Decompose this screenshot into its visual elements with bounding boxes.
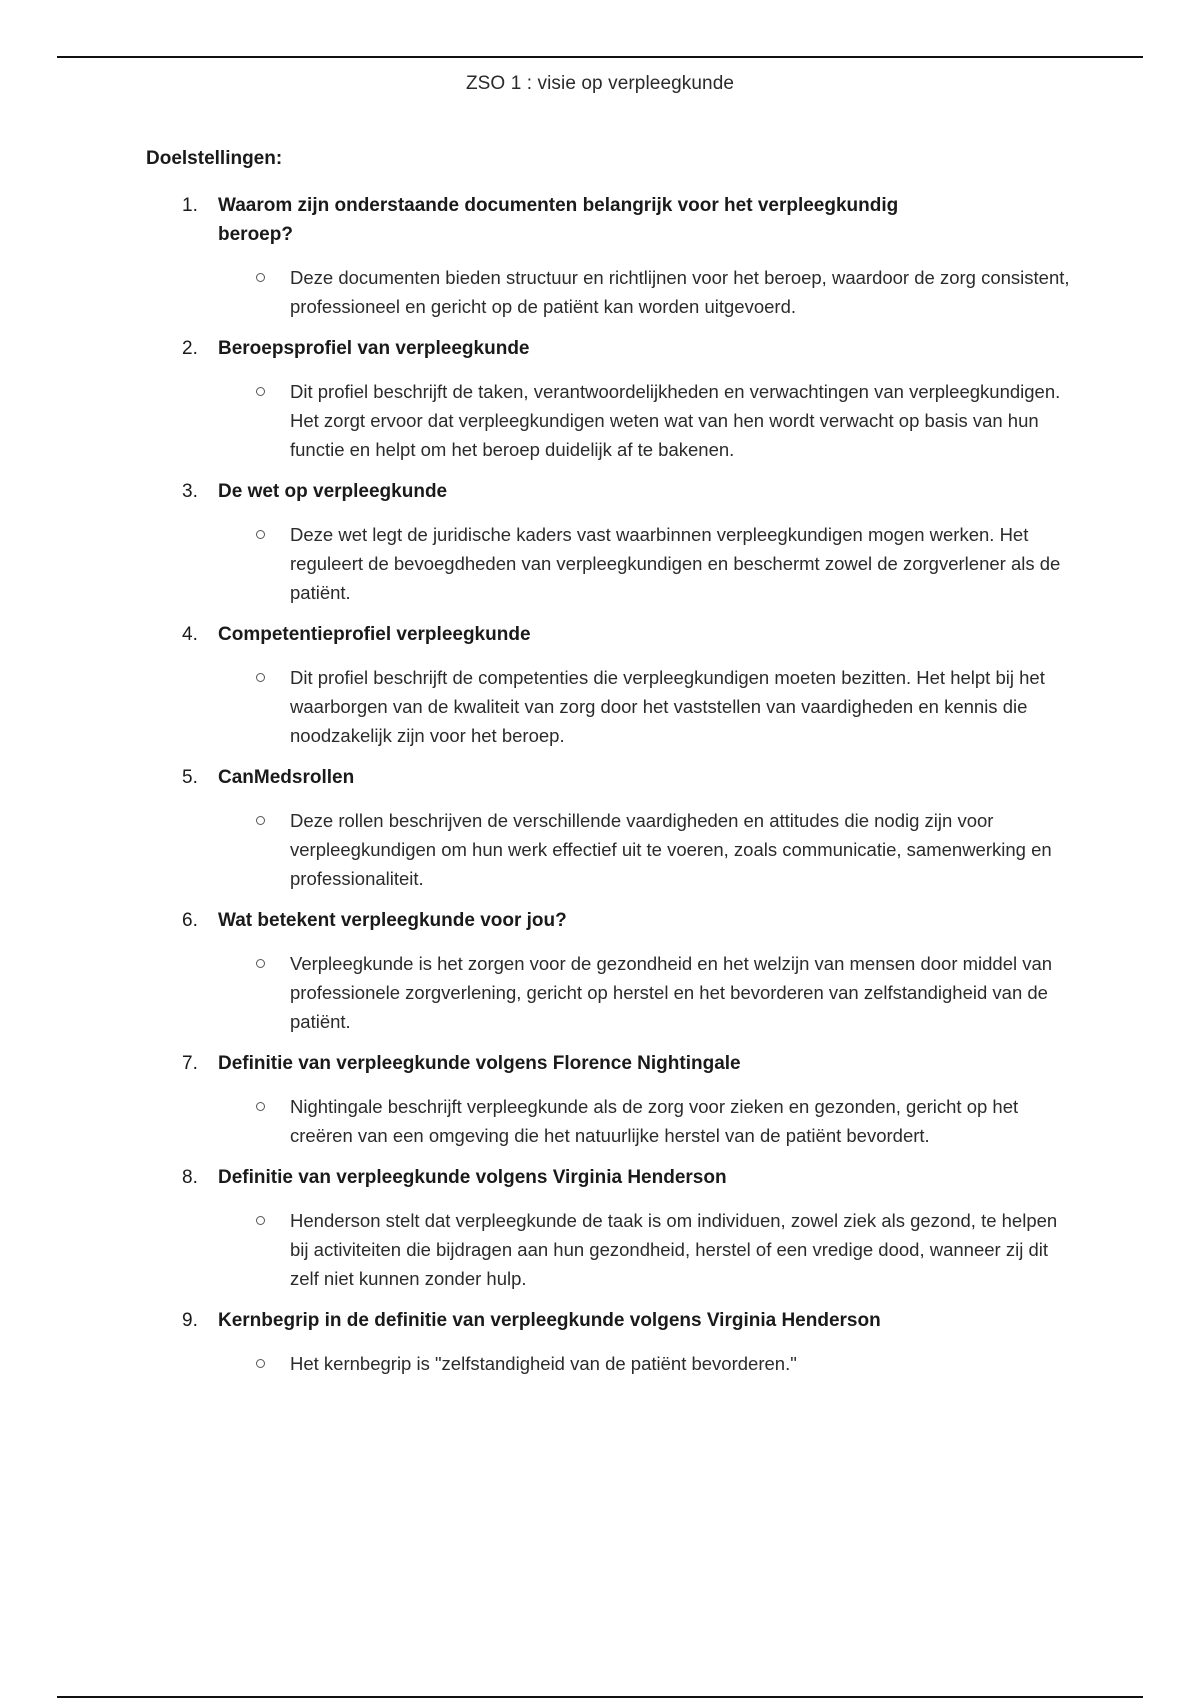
circle-bullet-icon (256, 673, 265, 682)
circle-bullet-icon (256, 1102, 265, 1111)
item-title: Competentieprofiel verpleegkunde (218, 624, 531, 645)
item-title: Definitie van verpleegkunde volgens Florence Nightingale (218, 1053, 741, 1074)
item-number: 1. (182, 195, 198, 216)
item-title: Waarom zijn onderstaande documenten belangrijk voor het verpleegkundig beroep? (218, 195, 899, 245)
list-item (146, 906, 1076, 1036)
header-rule (57, 56, 1143, 58)
item-number: 5. (182, 767, 198, 788)
item-number: 6. (182, 910, 198, 931)
answer-text: Nightingale beschrijft verpleegkunde als de zorg voor zieken en gezonden, gericht op het creëren van een omgeving die het natuurlijke herstel van de patiënt bevordert. (290, 1096, 1019, 1146)
circle-bullet-icon (256, 273, 265, 282)
document-body (146, 146, 1076, 1391)
item-answer (218, 1349, 1075, 1378)
list-item (146, 620, 1076, 750)
list-item (146, 334, 1076, 464)
item-number: 4. (182, 624, 198, 645)
item-title: De wet op verpleegkunde (218, 481, 448, 502)
item-title: Wat betekent verpleegkunde voor jou? (218, 910, 567, 931)
answer-text: Deze wet legt de juridische kaders vast waarbinnen verpleegkundigen mogen werken. Het reguleert de bevoegdheden van verpleegkundigen en beschermt zowel de zorgverlener als de patiënt. (290, 524, 1061, 603)
item-answer (218, 1092, 1075, 1150)
list-item (146, 191, 1076, 321)
answer-text: Deze rollen beschrijven de verschillende vaardigheden en attitudes die nodig zijn voor verpleegkundigen om hun werk effectief uit te voeren, zoals communicatie, samenwerking en professionaliteit. (290, 810, 1052, 889)
answer-text: Het kernbegrip is "zelfstandigheid van de patiënt bevorderen." (290, 1353, 797, 1374)
circle-bullet-icon (256, 959, 265, 968)
answer-text: Deze documenten bieden structuur en richtlijnen voor het beroep, waardoor de zorg consistent, professioneel en gericht op de patiënt kan worden uitgevoerd. (290, 267, 1070, 317)
item-number: 7. (182, 1053, 198, 1074)
item-answer (218, 949, 1075, 1036)
item-answer (218, 663, 1075, 750)
list-item (146, 1306, 1076, 1378)
circle-bullet-icon (256, 530, 265, 539)
answer-text: Henderson stelt dat verpleegkunde de taak is om individuen, zowel ziek als gezond, te helpen bij activiteiten die bijdragen aan hun gezondheid, herstel of een vredige dood, wanneer zij dit zelf niet kunnen zonder hulp. (290, 1210, 1058, 1289)
item-title: CanMedsrollen (218, 767, 355, 788)
page-header-title: ZSO 1 : visie op verpleegkunde (465, 73, 735, 94)
answer-text: Dit profiel beschrijft de taken, verantwoordelijkheden en verwachtingen van verpleegkundigen. Het zorgt ervoor dat verpleegkundigen weten wat van hen wordt verwacht op basis van hun functie en helpt om het beroep duidelijk af te bakenen. (290, 381, 1061, 460)
item-title: Beroepsprofiel van verpleegkunde (218, 338, 530, 359)
circle-bullet-icon (256, 387, 265, 396)
item-answer (218, 806, 1075, 893)
circle-bullet-icon (256, 1216, 265, 1225)
item-answer (218, 1206, 1075, 1293)
item-number: 3. (182, 481, 198, 502)
circle-bullet-icon (256, 816, 265, 825)
answer-text: Verpleegkunde is het zorgen voor de gezondheid en het welzijn van mensen door middel van professionele zorgverlening, gericht op herstel en het bevorderen van zelfstandigheid van de patiënt. (290, 953, 1053, 1032)
item-answer (218, 263, 1075, 321)
list-item (146, 763, 1076, 893)
item-title: Definitie van verpleegkunde volgens Virginia Henderson (218, 1167, 727, 1188)
list-item (146, 477, 1076, 607)
section-heading: Doelstellingen: (146, 148, 283, 169)
item-answer (218, 377, 1075, 464)
list-item (146, 1163, 1076, 1293)
item-answer (218, 520, 1075, 607)
item-number: 8. (182, 1167, 198, 1188)
objectives-list (146, 191, 1076, 1378)
list-item (146, 1049, 1076, 1150)
item-number: 9. (182, 1310, 198, 1331)
answer-text: Dit profiel beschrijft de competenties die verpleegkundigen moeten bezitten. Het helpt bij het waarborgen van de kwaliteit van zorg door het vaststellen van vaardigheden en kennis die noodzakelijk zijn voor het beroep. (290, 667, 1045, 746)
circle-bullet-icon (256, 1359, 265, 1368)
footer-rule (57, 1696, 1143, 1698)
item-title: Kernbegrip in de definitie van verpleegkunde volgens Virginia Henderson (218, 1310, 881, 1331)
item-number: 2. (182, 338, 198, 359)
